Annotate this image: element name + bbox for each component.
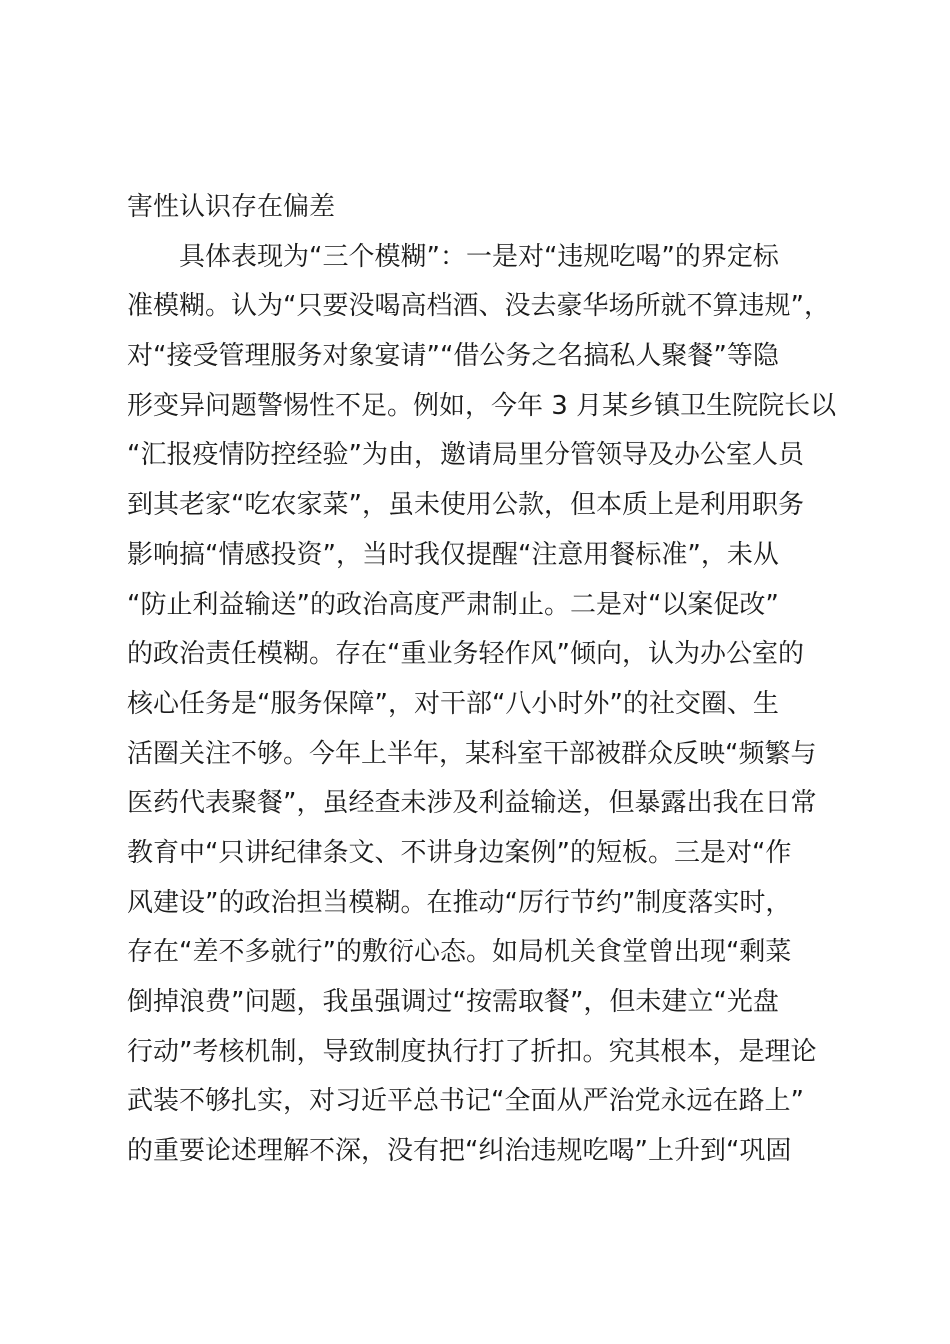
- text-line: 具体表现为“三个模糊”：一是对“违规吃喝”的界定标: [127, 241, 779, 272]
- text-line: 的重要论述理解不深，没有把“纠治违规吃喝”上升到“巩固: [127, 1136, 792, 1167]
- text-line: 活圈关注不够。今年上半年，某科室干部被群众反映“频繁与: [127, 738, 817, 769]
- text-line: 行动”考核机制，导致制度执行打了折扣。究其根本，是理论: [127, 1036, 817, 1067]
- text-line: “汇报疫情防控经验”为由，邀请局里分管领导及办公室人员: [127, 440, 804, 471]
- text-line: “防止利益输送”的政治高度严肃制止。二是对“以案促改”: [127, 589, 779, 620]
- body-text: [127, 183, 847, 1177]
- text-line: 的政治责任模糊。存在“重业务轻作风”倾向，认为办公室的: [127, 639, 804, 670]
- text-line: 对“接受管理服务对象宴请”“借公务之名搞私人聚餐”等隐: [127, 341, 779, 372]
- text-line: 风建设”的政治担当模糊。在推动“厉行节约”制度落实时，: [127, 887, 792, 918]
- text-line: 倒掉浪费”问题，我虽强调过“按需取餐”，但未建立“光盘: [127, 987, 779, 1017]
- text-line: 形变异问题警惕性不足。例如，今年 3 月某乡镇卫生院院长以: [127, 390, 837, 421]
- text-line: 核心任务是“服务保障”，对干部“八小时外”的社交圈、生: [127, 688, 779, 719]
- text-line: 存在“差不多就行”的敷衍心态。如局机关食堂曾出现“剩菜: [127, 937, 792, 968]
- text-line: 医药代表聚餐”，虽经查未涉及利益输送，但暴露出我在日常: [127, 788, 817, 819]
- text-line: 准模糊。认为“只要没喝高档酒、没去豪华场所就不算违规”，: [127, 291, 830, 322]
- text-line: 到其老家“吃农家菜”，虽未使用公款，但本质上是利用职务: [127, 490, 804, 521]
- text-line: 害性认识存在偏差: [127, 192, 336, 222]
- text-line: 影响搞“情感投资”，当时我仅提醒“注意用餐标准”，未从: [127, 539, 779, 570]
- text-line: 武装不够扎实，对习近平总书记“全面从严治党永远在路上”: [127, 1086, 804, 1117]
- text-line: 教育中“只讲纪律条文、不讲身边案例”的短板。三是对“作: [127, 837, 792, 868]
